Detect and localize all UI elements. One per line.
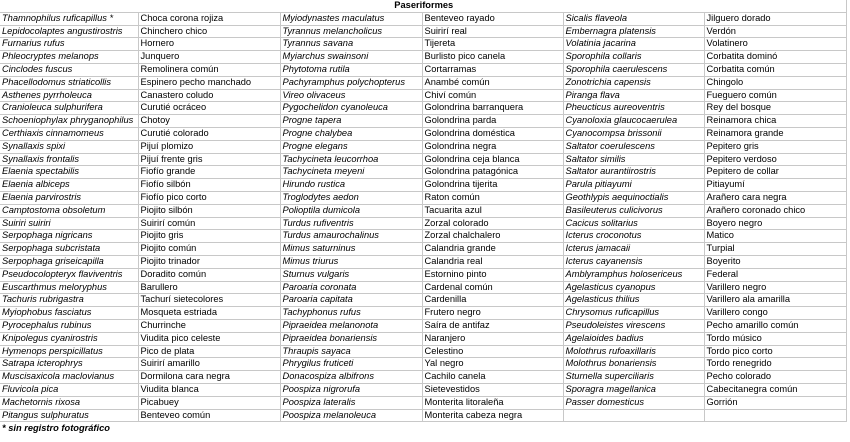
- common-name-cell: Canastero coludo: [138, 89, 280, 102]
- common-name-cell: Zorzal colorado: [422, 217, 563, 230]
- table-row: [0, 115, 846, 128]
- common-name-cell: Federal: [704, 268, 846, 281]
- common-name-cell: Varillero ala amarilla: [704, 294, 846, 307]
- common-name-cell: Gorrión: [704, 396, 846, 409]
- scientific-name-cell: Geothlypis aequinoctialis: [563, 191, 704, 204]
- scientific-name-cell: Cranioleuca sulphurifera: [0, 102, 138, 115]
- scientific-name-cell: Vireo olivaceus: [280, 89, 422, 102]
- scientific-name-cell: Fluvicola pica: [0, 383, 138, 396]
- common-name-cell: Arañero cara negra: [704, 191, 846, 204]
- footnote: * sin registro fotográfico: [2, 423, 110, 434]
- scientific-name-cell: Passer domesticus: [563, 396, 704, 409]
- scientific-name-cell: Poospiza nigrorufa: [280, 383, 422, 396]
- scientific-name-cell: Turdus rufiventris: [280, 217, 422, 230]
- common-name-cell: Piojito común: [138, 243, 280, 256]
- common-name-cell: Naranjero: [422, 332, 563, 345]
- table-row: [0, 409, 846, 422]
- scientific-name-cell: Euscarthmus meloryphus: [0, 281, 138, 294]
- table-row: [0, 179, 846, 192]
- scientific-name-cell: Myiarchus swainsoni: [280, 51, 422, 64]
- scientific-name-cell: Cyanoloxia glaucocaerulea: [563, 115, 704, 128]
- table-row: [0, 294, 846, 307]
- scientific-name-cell: Suiriri suiriri: [0, 217, 138, 230]
- table-row: [0, 140, 846, 153]
- table-row: [0, 38, 846, 51]
- common-name-cell: Golondrina doméstica: [422, 127, 563, 140]
- common-name-cell: Rey del bosque: [704, 102, 846, 115]
- common-name-cell: Reinamora grande: [704, 127, 846, 140]
- scientific-name-cell: Tachyphonus rufus: [280, 307, 422, 320]
- common-name-cell: Sietevestidos: [422, 383, 563, 396]
- scientific-name-cell: Hirundo rustica: [280, 179, 422, 192]
- scientific-name-cell: Thamnophilus ruficapillus *: [0, 12, 138, 25]
- common-name-cell: Piojito silbón: [138, 204, 280, 217]
- common-name-cell: Pecho colorado: [704, 371, 846, 384]
- scientific-name-cell: Donacospiza albifrons: [280, 371, 422, 384]
- common-name-cell: Chinchero chico: [138, 25, 280, 38]
- scientific-name-cell: Amblyramphus holosericeus: [563, 268, 704, 281]
- common-name-cell: Curutié colorado: [138, 127, 280, 140]
- common-name-cell: Golondrina negra: [422, 140, 563, 153]
- table-row: [0, 25, 846, 38]
- common-name-cell: Espinero pecho manchado: [138, 76, 280, 89]
- scientific-name-cell: Agelasticus thilius: [563, 294, 704, 307]
- scientific-name-cell: Hymenops perspicillatus: [0, 345, 138, 358]
- scientific-name-cell: Myiophobus fasciatus: [0, 307, 138, 320]
- scientific-name-cell: Sturnus vulgaris: [280, 268, 422, 281]
- common-name-cell: Corbatita dominó: [704, 51, 846, 64]
- scientific-name-cell: Parula pitiayumi: [563, 179, 704, 192]
- common-name-cell: Yal negro: [422, 358, 563, 371]
- common-name-cell: Tijereta: [422, 38, 563, 51]
- scientific-name-cell: Pipraeidea melanonota: [280, 319, 422, 332]
- table-row: [0, 191, 846, 204]
- common-name-cell: Pepitero gris: [704, 140, 846, 153]
- common-name-cell: Golondrina barranquera: [422, 102, 563, 115]
- common-name-cell: Boyero negro: [704, 217, 846, 230]
- scientific-name-cell: Serpophaga griseicapilla: [0, 255, 138, 268]
- scientific-name-cell: Sporophila collaris: [563, 51, 704, 64]
- scientific-name-cell: Asthenes pyrrholeuca: [0, 89, 138, 102]
- table-row: [0, 383, 846, 396]
- common-name-cell: Varillero congo: [704, 307, 846, 320]
- scientific-name-cell: Elaenia parvirostris: [0, 191, 138, 204]
- scientific-name-cell: Myiodynastes maculatus: [280, 12, 422, 25]
- scientific-name-cell: Embernagra platensis: [563, 25, 704, 38]
- scientific-name-cell: Schoeniophylax phryganophilus: [0, 115, 138, 128]
- common-name-cell: Piojito gris: [138, 230, 280, 243]
- common-name-cell: Varillero negro: [704, 281, 846, 294]
- common-name-cell: Golondrina tijerita: [422, 179, 563, 192]
- table-row: [0, 63, 846, 76]
- common-name-cell: Golondrina parda: [422, 115, 563, 128]
- common-name-cell: Tachurí sietecolores: [138, 294, 280, 307]
- scientific-name-cell: Tyrannus savana: [280, 38, 422, 51]
- scientific-name-cell: Pitangus sulphuratus: [0, 409, 138, 422]
- common-name-cell: Tordo renegrido: [704, 358, 846, 371]
- scientific-name-cell: Pachyramphus polychopterus: [280, 76, 422, 89]
- common-name-cell: Calandria grande: [422, 243, 563, 256]
- table-row: [0, 255, 846, 268]
- table-row: [0, 230, 846, 243]
- common-name-cell: Turpial: [704, 243, 846, 256]
- scientific-name-cell: Sporophila caerulescens: [563, 63, 704, 76]
- common-name-cell: Pitiayumí: [704, 179, 846, 192]
- scientific-name-cell: Pseudoleistes virescens: [563, 319, 704, 332]
- common-name-cell: Monterita cabeza negra: [422, 409, 563, 422]
- scientific-name-cell: Thraupis sayaca: [280, 345, 422, 358]
- common-name-cell: Fueguero común: [704, 89, 846, 102]
- scientific-name-cell: Serpophaga subcristata: [0, 243, 138, 256]
- scientific-name-cell: Elaenia spectabilis: [0, 166, 138, 179]
- common-name-cell: Tordo músico: [704, 332, 846, 345]
- common-name-cell: Viudita pico celeste: [138, 332, 280, 345]
- common-name-cell: Estornino pinto: [422, 268, 563, 281]
- scientific-name-cell: Icterus jamacaii: [563, 243, 704, 256]
- scientific-name-cell: Camptostoma obsoletum: [0, 204, 138, 217]
- common-name-cell: Curutié ocráceo: [138, 102, 280, 115]
- common-name-cell: Remolinera común: [138, 63, 280, 76]
- scientific-name-cell: Poospiza lateralis: [280, 396, 422, 409]
- scientific-name-cell: Zonotrichia capensis: [563, 76, 704, 89]
- common-name-cell: Choca corona rojiza: [138, 12, 280, 25]
- table-row: [0, 127, 846, 140]
- scientific-name-cell: Tyrannus melancholicus: [280, 25, 422, 38]
- common-name-cell: Fiofío grande: [138, 166, 280, 179]
- scientific-name-cell: [563, 409, 704, 422]
- scientific-name-cell: Tachycineta meyeni: [280, 166, 422, 179]
- common-name-cell: Anambé común: [422, 76, 563, 89]
- scientific-name-cell: Certhiaxis cinnamomeus: [0, 127, 138, 140]
- common-name-cell: [704, 409, 846, 422]
- scientific-name-cell: Phrygilus fruticeti: [280, 358, 422, 371]
- scientific-name-cell: Pyrocephalus rubinus: [0, 319, 138, 332]
- table-row: [0, 12, 846, 25]
- common-name-cell: Golondrina ceja blanca: [422, 153, 563, 166]
- common-name-cell: Chingolo: [704, 76, 846, 89]
- scientific-name-cell: Lepidocolaptes angustirostris: [0, 25, 138, 38]
- common-name-cell: Cachilo canela: [422, 371, 563, 384]
- table-row: [0, 204, 846, 217]
- scientific-name-cell: Satrapa icterophrys: [0, 358, 138, 371]
- scientific-name-cell: Mimus triurus: [280, 255, 422, 268]
- table-row: [0, 281, 846, 294]
- table-row: [0, 396, 846, 409]
- scientific-name-cell: Mimus saturninus: [280, 243, 422, 256]
- scientific-name-cell: Furnarius rufus: [0, 38, 138, 51]
- scientific-name-cell: Phleocryptes melanops: [0, 51, 138, 64]
- common-name-cell: Benteveo rayado: [422, 12, 563, 25]
- scientific-name-cell: Icterus cayanensis: [563, 255, 704, 268]
- common-name-cell: Cardenilla: [422, 294, 563, 307]
- common-name-cell: Picabuey: [138, 396, 280, 409]
- common-name-cell: Chiví común: [422, 89, 563, 102]
- common-name-cell: Barullero: [138, 281, 280, 294]
- common-name-cell: Saíra de antifaz: [422, 319, 563, 332]
- common-name-cell: Pepitero verdoso: [704, 153, 846, 166]
- common-name-cell: Cabecitanegra común: [704, 383, 846, 396]
- scientific-name-cell: Elaenia albiceps: [0, 179, 138, 192]
- scientific-name-cell: Machetornis rixosa: [0, 396, 138, 409]
- scientific-name-cell: Molothrus bonariensis: [563, 358, 704, 371]
- scientific-name-cell: Synallaxis spixi: [0, 140, 138, 153]
- table-row: [0, 89, 846, 102]
- common-name-cell: Fiofío silbón: [138, 179, 280, 192]
- common-name-cell: Jilguero dorado: [704, 12, 846, 25]
- scientific-name-cell: Phacellodomus striaticollis: [0, 76, 138, 89]
- scientific-name-cell: Sturnella superciliaris: [563, 371, 704, 384]
- scientific-name-cell: Progne chalybea: [280, 127, 422, 140]
- common-name-cell: Viudita blanca: [138, 383, 280, 396]
- scientific-name-cell: Cyanocompsa brissonii: [563, 127, 704, 140]
- scientific-name-cell: Paroaria capitata: [280, 294, 422, 307]
- table-row: [0, 345, 846, 358]
- common-name-cell: Churrinche: [138, 319, 280, 332]
- common-name-cell: Cortarramas: [422, 63, 563, 76]
- table-row: [0, 371, 846, 384]
- common-name-cell: Calandria real: [422, 255, 563, 268]
- scientific-name-cell: Progne elegans: [280, 140, 422, 153]
- scientific-name-cell: Agelaioides badius: [563, 332, 704, 345]
- common-name-cell: Pepitero de collar: [704, 166, 846, 179]
- table-row: [0, 153, 846, 166]
- common-name-cell: Pico de plata: [138, 345, 280, 358]
- scientific-name-cell: Synallaxis frontalis: [0, 153, 138, 166]
- common-name-cell: Piojito trinador: [138, 255, 280, 268]
- common-name-cell: Monterita litoraleña: [422, 396, 563, 409]
- common-name-cell: Hornero: [138, 38, 280, 51]
- common-name-cell: Frutero negro: [422, 307, 563, 320]
- scientific-name-cell: Serpophaga nigricans: [0, 230, 138, 243]
- table-row: [0, 51, 846, 64]
- common-name-cell: Zorzal chalchalero: [422, 230, 563, 243]
- common-name-cell: Benteveo común: [138, 409, 280, 422]
- scientific-name-cell: Cinclodes fuscus: [0, 63, 138, 76]
- scientific-name-cell: Sporagra magellanica: [563, 383, 704, 396]
- table-title: Paseriformes: [0, 0, 846, 12]
- scientific-name-cell: Pseudocolopteryx flaviventris: [0, 268, 138, 281]
- scientific-name-cell: Basileuterus culicivorus: [563, 204, 704, 217]
- scientific-name-cell: Knipolegus cyanirostris: [0, 332, 138, 345]
- scientific-name-cell: Troglodytes aedon: [280, 191, 422, 204]
- table-row: [0, 166, 846, 179]
- table-row: [0, 319, 846, 332]
- table-row: [0, 332, 846, 345]
- common-name-cell: Tacuarita azul: [422, 204, 563, 217]
- common-name-cell: Junquero: [138, 51, 280, 64]
- common-name-cell: Arañero coronado chico: [704, 204, 846, 217]
- common-name-cell: Suirirí real: [422, 25, 563, 38]
- common-name-cell: Doradito común: [138, 268, 280, 281]
- common-name-cell: Pecho amarillo común: [704, 319, 846, 332]
- common-name-cell: Corbatita común: [704, 63, 846, 76]
- common-name-cell: Matico: [704, 230, 846, 243]
- scientific-name-cell: Cacicus solitarius: [563, 217, 704, 230]
- scientific-name-cell: Pygochelidon cyanoleuca: [280, 102, 422, 115]
- scientific-name-cell: Sicalis flaveola: [563, 12, 704, 25]
- scientific-name-cell: Piranga flava: [563, 89, 704, 102]
- scientific-name-cell: Molothrus rufoaxillaris: [563, 345, 704, 358]
- common-name-cell: Golondrina patagónica: [422, 166, 563, 179]
- table-row: [0, 358, 846, 371]
- scientific-name-cell: Pipraeidea bonariensis: [280, 332, 422, 345]
- table-row: [0, 102, 846, 115]
- common-name-cell: Reinamora chica: [704, 115, 846, 128]
- table-row: [0, 307, 846, 320]
- scientific-name-cell: Polioptila dumicola: [280, 204, 422, 217]
- common-name-cell: Mosqueta estriada: [138, 307, 280, 320]
- table-row: [0, 268, 846, 281]
- common-name-cell: Suirirí común: [138, 217, 280, 230]
- scientific-name-cell: Saltator similis: [563, 153, 704, 166]
- common-name-cell: Verdón: [704, 25, 846, 38]
- scientific-name-cell: Pheucticus aureoventris: [563, 102, 704, 115]
- scientific-name-cell: Saltator coerulescens: [563, 140, 704, 153]
- scientific-name-cell: Turdus amaurochalinus: [280, 230, 422, 243]
- scientific-name-cell: Chrysomus ruficapillus: [563, 307, 704, 320]
- common-name-cell: Pijuí plomizo: [138, 140, 280, 153]
- scientific-name-cell: Volatinia jacarina: [563, 38, 704, 51]
- common-name-cell: Volatinero: [704, 38, 846, 51]
- common-name-cell: Pijuí frente gris: [138, 153, 280, 166]
- table-row: [0, 243, 846, 256]
- scientific-name-cell: Phytotoma rutila: [280, 63, 422, 76]
- table-row: [0, 76, 846, 89]
- common-name-cell: Cardenal común: [422, 281, 563, 294]
- common-name-cell: Fiofío pico corto: [138, 191, 280, 204]
- scientific-name-cell: Saltator aurantiirostris: [563, 166, 704, 179]
- common-name-cell: Celestino: [422, 345, 563, 358]
- scientific-name-cell: Icterus croconotus: [563, 230, 704, 243]
- common-name-cell: Burlisto pico canela: [422, 51, 563, 64]
- common-name-cell: Dormilona cara negra: [138, 371, 280, 384]
- scientific-name-cell: Tachycineta leucorrhoa: [280, 153, 422, 166]
- scientific-name-cell: Poospiza melanoleuca: [280, 409, 422, 422]
- common-name-cell: Raton común: [422, 191, 563, 204]
- scientific-name-cell: Paroaria coronata: [280, 281, 422, 294]
- scientific-name-cell: Progne tapera: [280, 115, 422, 128]
- table-row: [0, 217, 846, 230]
- common-name-cell: Tordo pico corto: [704, 345, 846, 358]
- common-name-cell: Boyerito: [704, 255, 846, 268]
- common-name-cell: Chotoy: [138, 115, 280, 128]
- scientific-name-cell: Tachuris rubrigastra: [0, 294, 138, 307]
- common-name-cell: Suirirí amarillo: [138, 358, 280, 371]
- scientific-name-cell: Agelasticus cyanopus: [563, 281, 704, 294]
- scientific-name-cell: Muscisaxicola maclovianus: [0, 371, 138, 384]
- title-row: [0, 0, 846, 12]
